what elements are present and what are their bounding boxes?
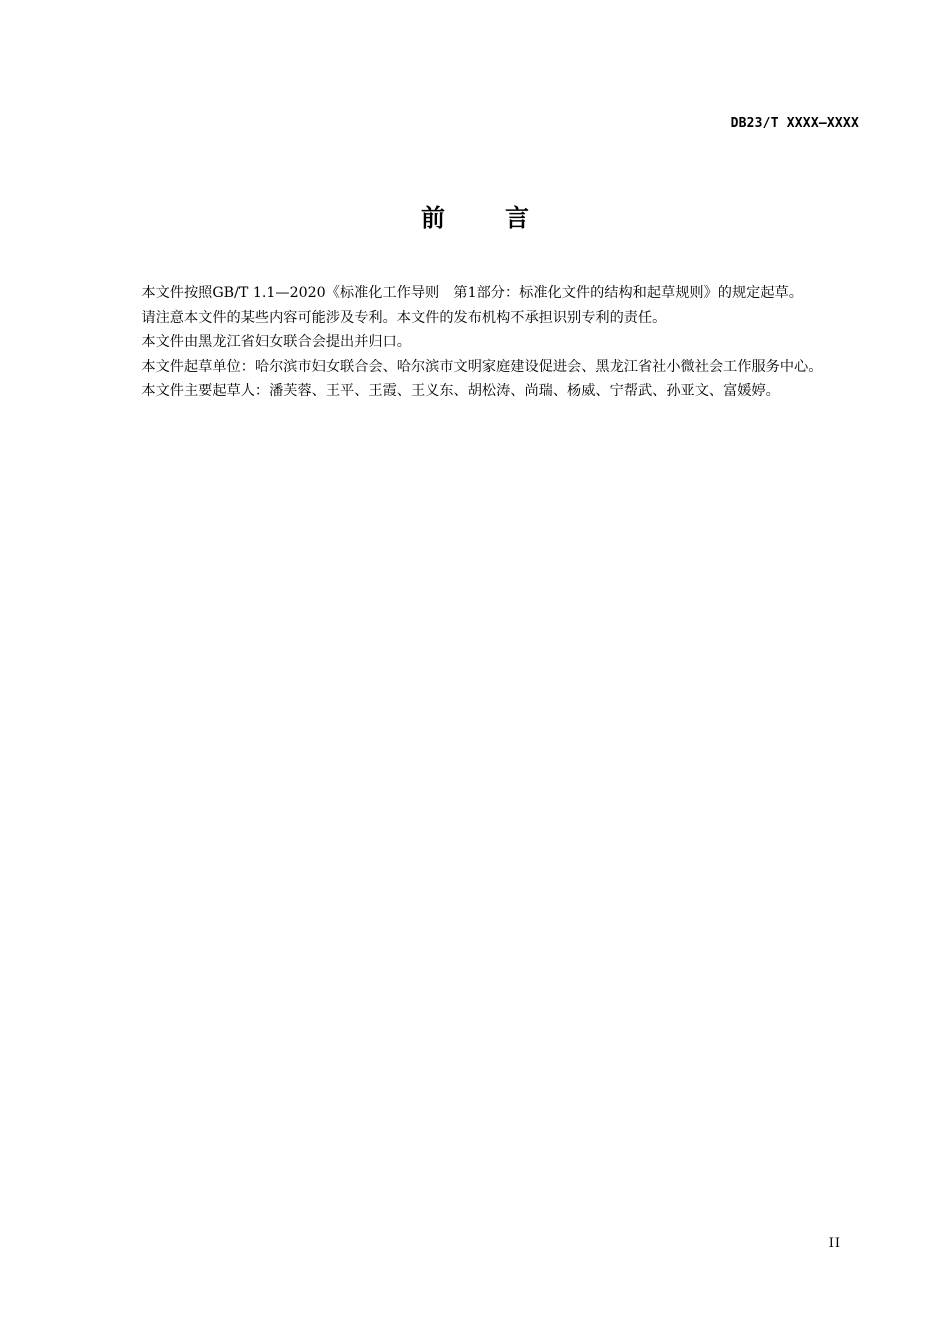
paragraph-drafters: 本文件主要起草人：潘芙蓉、王平、王霞、王义东、胡松涛、尚瑞、杨威、宁帮武、孙亚文、富媛婷。 <box>141 383 780 399</box>
foreword-body <box>113 281 858 404</box>
paragraph-proposer: 本文件由黑龙江省妇女联合会提出并归口。 <box>141 334 411 350</box>
section-title <box>0 198 950 233</box>
paragraph-patent-notice: 请注意本文件的某些内容可能涉及专利。本文件的发布机构不承担识别专利的责任。 <box>141 309 667 326</box>
document-code: DB23/T XXXX—XXXX <box>730 116 859 131</box>
paragraph-drafting-rules: 本文件按照GB/T 1.1—2020《标准化工作导则 第1部分：标准化文件的结构和起草规则》的规定起草。 <box>141 285 803 301</box>
title-char-2: 言 <box>505 204 529 232</box>
paragraph-drafting-units: 本文件起草单位：哈尔滨市妇女联合会、哈尔滨市文明家庭建设促进会、黑龙江省社小微社会工作服务中心。 <box>141 358 823 375</box>
page-number: II <box>828 1236 841 1251</box>
title-char-1: 前 <box>421 204 445 232</box>
